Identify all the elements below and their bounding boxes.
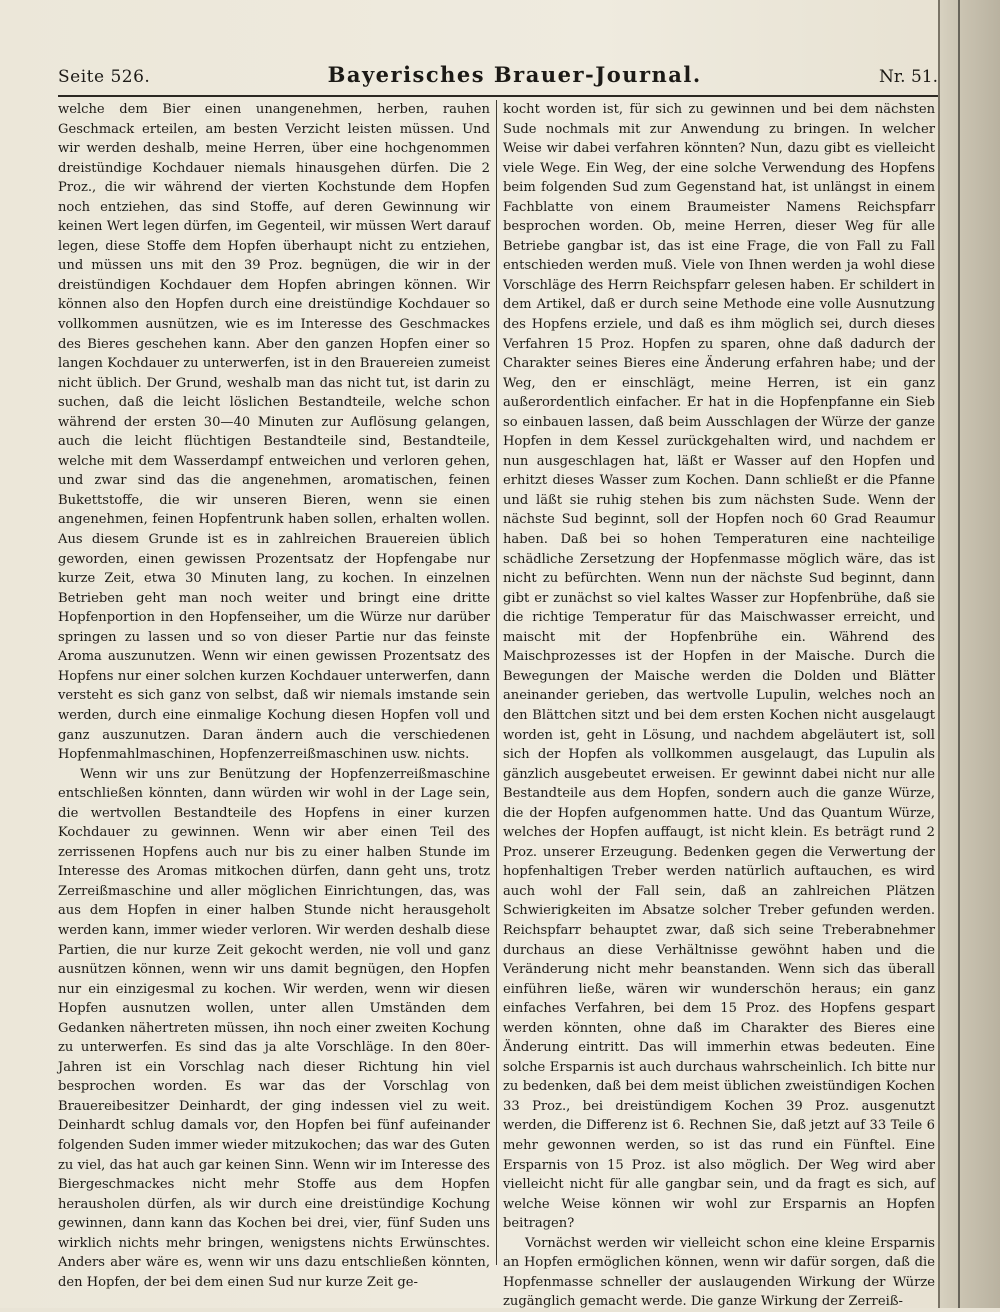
page-number: Seite 526. — [58, 67, 151, 87]
left-paragraph-2: Wenn wir uns zur Benützung der Hopfenzerreißmaschine entschließen könnten, dann würden wir wohl in der Lage sein, die wertvollen Bestandteile des Hopfens in einer kurzen Kochdauer zu gewinnen. Wenn wir aber einen Teil des zerrissenen Hopfens auch nur bis zu einer halben Stunde im Interesse des Aromas mitkochen dürfen, dann geht uns, trotz Zerreißmaschine und aller möglichen Einrichtungen, das, was aus dem Hopfen in einer halben Stunde nicht herausgeholt werden kann, immer wieder verloren. Wir werden deshalb diese Partien, die nur kurze Zeit gekocht werden, nie voll und ganz ausnützen können, wenn wir uns damit begnügen, den Hopfen nur ein einzigesmal zu kochen. Wir werden, wenn wir diesen Hopfen ausnutzen wollen, unter allen Umständen dem Gedanken nähertreten müssen, ihn noch einer zweiten Kochung zu unterwerfen. Es sind das ja alte Vorschläge. In den 80er-Jahren ist ein Vorschlag nach dieser Richtung hin viel besprochen worden. Es war das der Vorschlag von Brauereibesitzer Deinhardt, der ging indessen viel zu weit. Deinhardt schlug damals vor, den Hopfen bei fünf aufeinander folgenden Suden immer wieder mitzukochen; das war des Guten zu viel, das hat auch gar keinen Sinn. Wenn wir im Interesse des Biergeschmackes nicht mehr Stoffe aus dem Hopfen herausholen dürfen, als wir durch eine dreistündige Kochung gewinnen, dann kann das Kochen bei drei, vier, fünf Suden uns wirklich nichts mehr bringen, wenigstens nichts Erwünschtes. Anders aber wäre es, wenn wir uns dazu entschließen könnten, den Hopfen, der bei dem einen Sud nur kurze Zeit ge- — [58, 766, 490, 1290]
left-column — [58, 100, 490, 1290]
journal-title: Bayerisches Brauer-Journal. — [327, 62, 702, 87]
header-rule — [58, 95, 938, 97]
column-divider — [496, 100, 497, 1265]
page-header — [58, 62, 938, 92]
issue-number: Nr. 51. — [879, 67, 938, 87]
left-paragraph-1: welche dem Bier einen unangenehmen, herben, rauhen Geschmack erteilen, am besten Verzicht leisten müssen. Und wir werden deshalb, meine Herren, über eine hochgenommen dreistündige Kochdauer niemals hinausgehen dürfen. Die 2 Proz., die wir während der vierten Kochstunde dem Hopfen noch entziehen, das sind Stoffe, auf deren Gewinnung wir keinen Wert legen dürfen, im Gegenteil, wir müssen Wert darauf legen, diese Stoffe dem Hopfen überhaupt nicht zu entziehen, und müssen uns mit den 39 Proz. begnügen, die wir in der dreistündigen Kochdauer dem Hopfen abringen können. Wir können also den Hopfen durch eine dreistündige Kochdauer so vollkommen ausnützen, wie es im Interesse des Geschmackes des Bieres geschehen kann. Aber den ganzen Hopfen einer so langen Kochdauer zu unterwerfen, ist in den Brauereien zumeist nicht üblich. Der Grund, weshalb man das nicht tut, ist darin zu suchen, daß die leicht löslichen Bestandteile, welche schon während der ersten 30—40 Minuten zur Auflösung gelangen, auch die leicht flüchtigen Bestandteile sind, Bestandteile, welche mit dem Wasserdampf entweichen und verloren gehen, und zwar sind das die angenehmen, aromatischen, feinen Bukettstoffe, die wir unseren Bieren, wenn sie einen angenehmen, feinen Hopfentrunk haben sollen, erhalten wollen. Aus diesem Grunde ist es in zahlreichen Brauereien üblich geworden, einen gewissen Prozentsatz der Hopfengabe nur kurze Zeit, etwa 30 Minuten lang, zu kochen. In einzelnen Betrieben geht man noch weiter und bringt eine dritte Hopfenportion in den Hopfenseiher, um die Würze nur darüber springen zu lassen und so von dieser Partie nur das feinste Aroma auszunutzen. Wenn wir einen gewissen Prozentsatz des Hopfens nur einer solchen kurzen Kochdauer unterwerfen, dann versteht es sich ganz von selbst, daß wir niemals imstande sein werden, durch eine einmalige Kochung diesen Hopfen voll und ganz auszunutzen. Daran ändern auch die verschiedenen Hopfenmahlmaschinen, Hopfenzerreißmaschinen usw. nichts. — [58, 102, 490, 763]
right-column — [503, 100, 935, 1310]
binding-fold-line — [958, 0, 960, 1308]
right-paragraph-1: kocht worden ist, für sich zu gewinnen und bei dem nächsten Sude nochmals mit zur Anwendung zu bringen. In welcher Weise wir dabei verfahren könnten? Nun, dazu gibt es vielleicht viele Wege. Ein Weg, der eine solche Verwendung des Hopfens beim folgenden Sud zum Gegenstand hat, ist unlängst in einem Fachblatte von einem Braumeister Namens Reichspfarr besprochen worden. Ob, meine Herren, dieser Weg für alle Betriebe gangbar ist, das ist eine Frage, die von Fall zu Fall entschieden werden muß. Viele von Ihnen werden ja wohl diese Vorschläge des Herrn Reichspfarr gelesen haben. Er schildert in dem Artikel, daß er durch seine Methode eine volle Ausnutzung des Hopfens erziele, und daß es ihm möglich sei, durch dieses Verfahren 15 Proz. Hopfen zu sparen, ohne daß dadurch der Charakter seines Bieres eine Änderung erfahren habe; und der Weg, den er einschlägt, meine Herren, ist ein ganz außerordentlich einfacher. Er hat in die Hopfenpfanne ein Sieb so einbauen lassen, daß beim Ausschlagen der Würze der ganze Hopfen in dem Kessel zurückgehalten wird, und nachdem er nun ausgeschlagen hat, läßt er Wasser auf den Hopfen und erhitzt dieses Wasser zum Kochen. Dann schließt er die Pfanne und läßt sie ruhig stehen bis zum nächsten Sude. Wenn der nächste Sud beginnt, soll der Hopfen noch 60 Grad Reaumur haben. Daß bei so hohen Temperaturen eine nachteilige schädliche Zersetzung der Hopfenmasse möglich wäre, das ist nicht zu befürchten. Wenn nun der nächste Sud beginnt, dann gibt er zunächst so viel kaltes Wasser zur Hopfenbrühe, daß sie die richtige Temperatur für das Maischwasser erreicht, und maischt mit der Hopfenbrühe ein. Während des Maischprozesses ist der Hopfen in der Maische. Durch die Bewegungen der Maische werden die Dolden und Blätter aneinander gerieben, das wertvolle Lupulin, welches noch an den Blättchen sitzt und bei dem ersten Kochen nicht ausgelaugt worden ist, geht in Lösung, und nachdem abgeläutert ist, soll sich der Hopfen als vollkommen ausgelaugt, das Lupulin als gänzlich ausgebeutet erweisen. Er gewinnt dabei nicht nur alle Bestandteile aus dem Hopfen, sondern auch die ganze Würze, die der Hopfen aufgenommen hatte. Und das Quantum Würze, welches der Hopfen auffaugt, ist nicht klein. Es beträgt rund 2 Proz. unserer Erzeugung. Bedenken gegen die Verwertung der hopfenhaltigen Treber werden natürlich auftauchen, es wird auch wohl der Fall sein, daß an zahlreichen Plätzen Schwierigkeiten im Absatze solcher Treber gefunden werden. Reichspfarr behauptet zwar, daß sich seine Treberabnehmer durchaus an diese Verhältnisse gewöhnt haben und die Veränderung nicht mehr beanstanden. Wenn sich das überall einführen ließe, wären wir wunderschön heraus; ein ganz einfaches Verfahren, bei dem 15 Proz. des Hopfens gespart werden könnten, ohne daß im Charakter des Bieres eine Änderung eintritt. Das will immerhin etwas bedeuten. Eine solche Ersparnis ist auch durchaus wahrscheinlich. Ich bitte nur zu bedenken, daß bei dem meist üblichen zweistündigen Kochen 33 Proz., bei dreistündigem Kochen 39 Proz. ausgenutzt werden, die Differenz ist 6. Rechnen Sie, daß jetzt auf 33 Teile 6 mehr gewonnen werden, so ist das rund ein Fünftel. Eine Ersparnis von 15 Proz. ist also möglich. Der Weg wird aber vielleicht nicht für alle gangbar sein, und da fragt es sich, auf welche Weise können wir wohl zur Ersparnis an Hopfen beitragen? — [503, 102, 935, 1232]
right-paragraph-2: Vornächst werden wir vielleicht schon eine kleine Ersparnis an Hopfen ermöglichen können, wenn wir dafür sorgen, daß die Hopfenmasse schneller der auslaugenden Wirkung der Würze zugänglich gemacht werde. Die ganze Wirkung der Zerreiß- — [503, 1235, 935, 1310]
book-binding-edge — [938, 0, 1000, 1308]
